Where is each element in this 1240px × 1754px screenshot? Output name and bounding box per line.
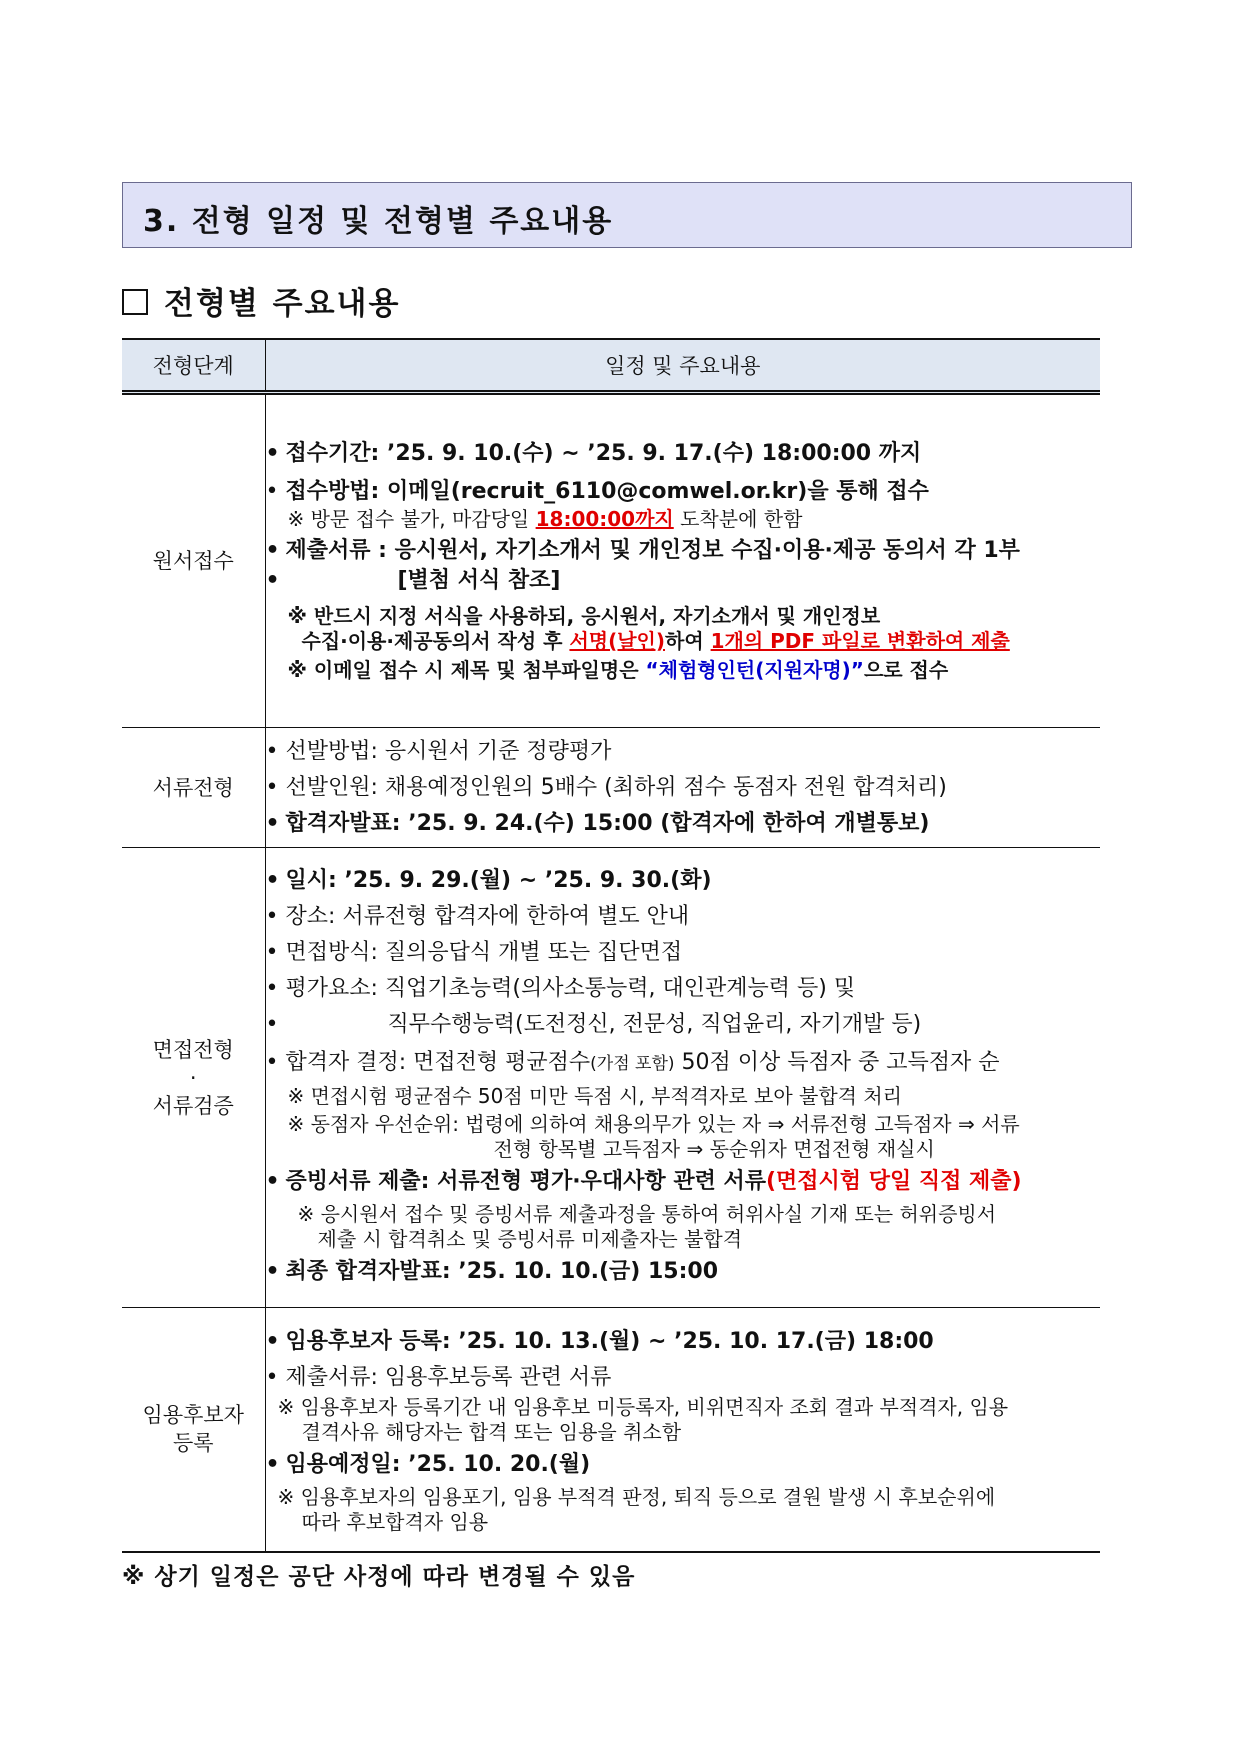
header-content: 일정 및 주요내용 (265, 339, 1100, 393)
note: ※ 임용후보자의 임용포기, 임용 부적격 판정, 퇴직 등으로 결원 발생 시 후보순위에 (277, 1485, 996, 1510)
list-item: • 합격자발표: ’25. 9. 24.(수) 15:00 (합격자에 한하여 개별통보) (266, 806, 1101, 842)
stage-cell: 원서접수 (122, 393, 265, 728)
note: ※ 동점자 우선순위: 법령에 의하여 채용의무가 있는 자 ⇒ 서류전형 고득점자 ⇒ 서류 (287, 1112, 1020, 1136)
list-item: • 접수기간: ’25. 9. 10.(수) ~ ’25. 9. 17.(수) 18:00:00 까지 (266, 439, 1101, 469)
list-item: • 선발방법: 응시원서 기준 정량평가 (266, 734, 1101, 770)
note: ※ 이메일 접수 시 제목 및 첨부파일명은 “체험형인턴(지원자명)”으로 접수 (287, 658, 949, 682)
list-item: • 장소: 서류전형 합격자에 한하여 별도 안내 (266, 899, 1101, 935)
note-cont: 결격사유 해당자는 합격 또는 임용을 취소함 (301, 1420, 682, 1445)
list-item: • 선발인원: 채용예정인원의 5배수 (최하위 점수 동점자 전원 합격처리) (266, 770, 1101, 806)
table-row (122, 848, 1100, 1308)
content-cell (265, 1308, 1100, 1552)
note-cont: 따라 후보합격자 임용 (301, 1510, 489, 1535)
subheading-text: 전형별 주요내용 (164, 286, 401, 322)
footer-note: ※ 상기 일정은 공단 사정에 따라 변경될 수 있음 (122, 1564, 636, 1590)
list-item: • 접수방법: 이메일(recruit_6110@comwel.or.kr)을 통해 접수 (266, 477, 1101, 507)
note-cont: 전형 항목별 고득점자 ⇒ 동순위자 면접전형 재실시 (493, 1137, 935, 1161)
note: ※ 임용후보자 등록기간 내 임용후보 미등록자, 비위면직자 조회 결과 부적격자, 임용 (277, 1395, 1009, 1420)
list-item: • 임용후보자 등록: ’25. 10. 13.(월) ~ ’25. 10. 17.(금) 18:00 (266, 1323, 1101, 1361)
list-item: • 제출서류 : 응시원서, 자기소개서 및 개인정보 수집·이용·제공 동의서 각 1부 (266, 536, 1101, 566)
stage-cell: 임용후보자 등록 (122, 1308, 265, 1552)
content-cell (265, 848, 1100, 1308)
list-item: • 증빙서류 제출: 서류전형 평가·우대사항 관련 서류(면접시험 당일 직접 제출) (266, 1162, 1101, 1202)
list-item-cont: • 직무수행능력(도전정신, 전문성, 직업윤리, 자기개발 등) (266, 1007, 1101, 1043)
table-header-row (122, 339, 1100, 393)
table-row (122, 1308, 1100, 1552)
content-cell (265, 728, 1100, 848)
list-item: • 합격자 결정: 면접전형 평균점수(가점 포함) 50점 이상 득점자 중 고득점자 순 (266, 1043, 1101, 1084)
note: ※ 응시원서 접수 및 증빙서류 제출과정을 통하여 허위사실 기재 또는 허위증빙서 (297, 1202, 997, 1226)
note: ※ 면접시험 평균점수 50점 미만 득점 시, 부적격자로 보아 불합격 처리 (287, 1084, 902, 1108)
table-row (122, 728, 1100, 848)
header-stage: 전형단계 (122, 339, 265, 393)
list-item: • 평가요소: 직업기초능력(의사소통능력, 대인관계능력 등) 및 (266, 971, 1101, 1007)
note-cont: 수집·이용·제공동의서 작성 후 서명(날인)하여 1개의 PDF 파일로 변환하여 제출 (301, 629, 1010, 653)
section-title: 3. 전형 일정 및 전형별 주요내용 (143, 204, 614, 239)
schedule-table (122, 338, 1100, 1553)
checkbox-square-icon (122, 289, 148, 315)
section-header (122, 182, 1132, 248)
table-row (122, 393, 1100, 728)
list-item: • 제출서류: 임용후보등록 관련 서류 (266, 1361, 1101, 1395)
list-item: • 임용예정일: ’25. 10. 20.(월) (266, 1445, 1101, 1485)
note-cont: 제출 시 합격취소 및 증빙서류 미제출자는 불합격 (317, 1227, 743, 1251)
stage-cell: 면접전형 · 서류검증 (122, 848, 265, 1308)
subheading (122, 278, 400, 323)
note: ※ 반드시 지정 서식을 사용하되, 응시원서, 자기소개서 및 개인정보 (287, 604, 881, 628)
content-cell (265, 393, 1100, 728)
list-item-cont: • [별첨 서식 참조] (266, 566, 1101, 596)
list-item: • 일시: ’25. 9. 29.(월) ~ ’25. 9. 30.(화) (266, 863, 1101, 899)
note: ※ 방문 접수 불가, 마감당일 18:00:00까지 도착분에 한함 (287, 507, 803, 531)
stage-cell: 서류전형 (122, 728, 265, 848)
list-item: • 면접방식: 질의응답식 개별 또는 집단면접 (266, 935, 1101, 971)
list-item: • 최종 합격자발표: ’25. 10. 10.(금) 15:00 (266, 1252, 1101, 1292)
